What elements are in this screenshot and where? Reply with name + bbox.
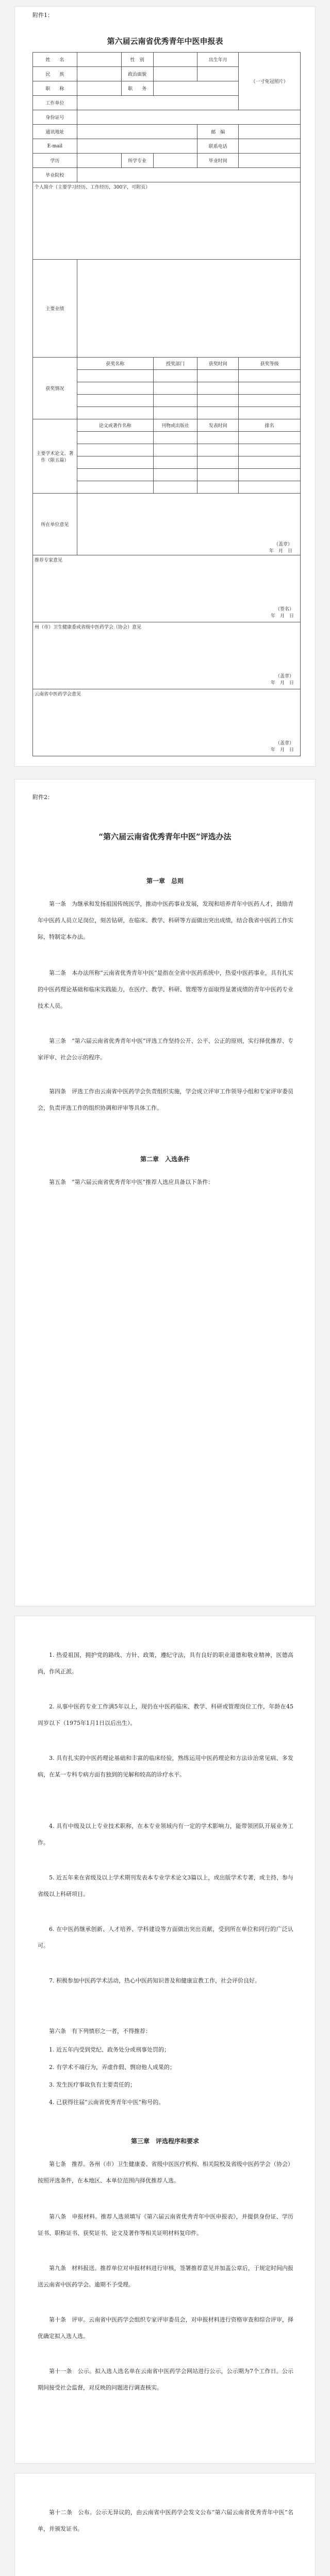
honors-head-level: 获奖等级: [239, 358, 301, 370]
papers-cell[interactable]: [77, 456, 153, 469]
honors-cell[interactable]: [239, 407, 301, 419]
birth-field[interactable]: [197, 67, 239, 81]
article-11: 第十一条 公示。拟入选人选名单在云南省中医药学会网站进行公示，公示期为7个工作日。公示期间接受社会监督，对反映的问题进行调查核实。: [38, 2368, 293, 2391]
province-opinion-box[interactable]: [33, 689, 301, 756]
rules-page-2: [14, 1616, 316, 2464]
papers-head-rank: 排名: [239, 419, 301, 432]
condition-item: 5. 近五年来在省级及以上学术期刊发表本专业学术论文3篇以上，或出版学术专著，或主持、参与省级以上科研项目。: [38, 1874, 293, 1897]
papers-cell[interactable]: [239, 481, 301, 494]
zip-field[interactable]: [239, 125, 301, 139]
papers-cell[interactable]: [153, 432, 197, 444]
papers-cell[interactable]: [239, 444, 301, 456]
papers-cell[interactable]: [153, 444, 197, 456]
papers-cell[interactable]: [197, 469, 239, 481]
papers-cell[interactable]: [239, 469, 301, 481]
article-6: 第六条 有下列情形之一者，不得推荐：: [49, 2028, 151, 2035]
papers-cell[interactable]: [153, 481, 197, 494]
condition-item: 4. 具有中级及以上专业技术职称，在本专业领域内有一定的学术影响力，能带领团队开展业务工作。: [38, 1823, 293, 1846]
assoc-opinion-box[interactable]: [33, 622, 301, 689]
honors-cell[interactable]: [239, 395, 301, 407]
papers-cell[interactable]: [197, 444, 239, 456]
papers-cell[interactable]: [153, 469, 197, 481]
papers-cell[interactable]: [197, 432, 239, 444]
papers-cell[interactable]: [197, 456, 239, 469]
article-5: 第五条 “第六届云南省优秀青年中医”推荐人选应具备以下条件：: [49, 1179, 214, 1185]
condition-item: 2. 从事中医药专业工作满5年以上，现仍在中医药临床、教学、科研或管理岗位工作，年龄在45周岁以下（1975年1月1日以后出生）。: [38, 1703, 293, 1726]
application-form-table: [32, 52, 301, 756]
attachment-2-label: 附件2：: [32, 794, 53, 801]
honors-cell[interactable]: [77, 407, 153, 419]
application-form-page: [14, 6, 316, 767]
unit-opinion-field[interactable]: [77, 494, 300, 555]
ethnicity-field[interactable]: [77, 67, 121, 81]
expert-sign: （签名）: [275, 607, 294, 612]
email-label: E-mail: [33, 139, 77, 154]
papers-label: 主要学术论文、著作（限五篇）: [33, 419, 77, 494]
birth-label: 出生年月: [197, 53, 239, 67]
photo-box: （一寸免冠照片）: [239, 53, 301, 110]
assoc-stamp: （盖章）: [275, 674, 294, 679]
graduated-label: 毕业时间: [197, 154, 239, 168]
form-title: 第六届云南省优秀青年中医申报表: [107, 37, 223, 46]
honors-cell[interactable]: [153, 395, 197, 407]
rules-page-3: [14, 2473, 316, 2576]
intro-label: 个人简介（主要学习经历、工作经历，300字，可附页）: [35, 185, 151, 190]
expert-opinion-box[interactable]: [33, 555, 301, 622]
gender-label: 性 别: [121, 53, 153, 67]
attachment-1-label: 附件1：: [32, 12, 53, 19]
address-field[interactable]: [77, 125, 197, 139]
expert-opinion-label: 推荐专家意见: [35, 558, 63, 563]
papers-head-title: 论文或著作名称: [77, 419, 153, 432]
exclusion-item: 3. 发生医疗事故负有主要责任的；: [49, 2081, 136, 2088]
unit-opinion-label: 所在单位意见: [33, 494, 77, 555]
education-label: 学历: [33, 154, 77, 168]
article-10: 第十条 评审。云南省中医药学会组织专家评审委员会，对申报材料进行资格审查和综合评审，择优确定拟入选人选。: [38, 2316, 293, 2340]
condition-item: 6. 在中医药继承创新、人才培养、学科建设等方面做出突出贡献，受到所在单位和同行的广泛认可。: [38, 1926, 293, 1949]
party-label: 政治面貌: [121, 67, 153, 81]
zip-label: 邮 编: [197, 125, 239, 139]
honors-head-time: 获奖时间: [197, 358, 239, 370]
article-2: 第二条 本办法所称“云南省优秀青年中医”是指在全省中医药系统中，热爱中医药事业，具有扎实的中医药理论基础和临床实践能力，在医疗、教学、科研、管理等方面取得显著成绩的青年中医药专业技术人员。: [38, 970, 293, 1009]
intro-box[interactable]: [33, 182, 301, 260]
expert-date: 年 月 日: [270, 614, 294, 619]
papers-cell[interactable]: [153, 456, 197, 469]
assoc-date: 年 月 日: [270, 681, 294, 686]
position-label: 职 务: [121, 81, 153, 96]
education-field[interactable]: [77, 154, 121, 168]
article-9: 第九条 材料报送。推荐单位对申报材料进行审核，签署推荐意见并加盖公章后，于规定时间内报送云南省中医药学会。逾期不予受理。: [38, 2265, 293, 2288]
position-field[interactable]: [153, 81, 239, 96]
unit-date: 年 月 日: [269, 549, 292, 554]
id-number-field[interactable]: [77, 110, 300, 125]
province-opinion-label: 云南省中医药学会意见: [35, 692, 81, 697]
article-12: 第十二条 公布。公示无异议的，由云南省中医药学会发文公布“第六届云南省优秀青年中医”名单，并颁发证书。: [38, 2509, 293, 2532]
major-label: 所学专业: [121, 154, 153, 168]
honors-cell[interactable]: [77, 370, 153, 382]
papers-head-time: 发表时间: [197, 419, 239, 432]
workplace-field[interactable]: [77, 96, 238, 110]
name-label: 姓 名: [33, 53, 77, 67]
school-field[interactable]: [77, 168, 300, 182]
province-date: 年 月 日: [270, 748, 294, 753]
professional-title-label: 职 称: [33, 81, 77, 96]
honors-cell[interactable]: [239, 382, 301, 395]
papers-cell[interactable]: [77, 469, 153, 481]
honors-label: 获奖情况: [33, 358, 77, 419]
article-4: 第四条 评选工作由云南省中医药学会负责组织实施，学会成立评审工作领导小组和专家评审委员会，负责评选工作的组织协调和评审等具体工作。: [38, 1088, 293, 1111]
honors-cell[interactable]: [239, 370, 301, 382]
article-7: 第七条 推荐。各州（市）卫生健康委、省级中医医疗机构、相关院校及省级中医药学会（协会）按照评选条件，在本地区、本单位范围内择优推荐人选。: [38, 2161, 293, 2184]
papers-cell[interactable]: [239, 432, 301, 444]
id-number-label: 身份证号: [33, 110, 77, 125]
papers-cell[interactable]: [77, 444, 153, 456]
chapter-1-heading: 第一章 总则: [146, 877, 184, 885]
papers-head-journal: 刊物或出版社: [153, 419, 197, 432]
condition-item: 3. 具有扎实的中医药理论基础和丰富的临床经验，熟练运用中医药理论和方法诊治常见病、多发病，在某一专科专病方面有独到的见解和较高的诊疗水平。: [38, 1755, 293, 1778]
honors-head-dept: 授奖部门: [153, 358, 197, 370]
honors-cell[interactable]: [197, 382, 239, 395]
papers-cell[interactable]: [197, 481, 239, 494]
career-field[interactable]: [77, 260, 300, 358]
article-1: 第一条 为继承和发扬祖国传统医学，推动中医药事业发展，发现和培养青年中医药人才，鼓励青年中医药人员立足岗位，刻苦钻研，在临床、教学、科研等方面做出突出成绩，结合我省中医药工作实际，特制定本办法。: [38, 901, 293, 940]
exclusion-item: 2. 有学术不端行为，弄虚作假、剽窃他人成果的；: [49, 2064, 175, 2071]
papers-cell[interactable]: [239, 456, 301, 469]
honors-cell[interactable]: [153, 370, 197, 382]
phone-field[interactable]: [239, 139, 301, 154]
party-field[interactable]: [153, 67, 197, 81]
article-3: 第三条 “第六届云南省优秀青年中医”评选工作坚持公开、公平、公正的原则，实行择优推荐、专家评审、社会公示的程序。: [38, 1038, 293, 1061]
honors-cell[interactable]: [153, 382, 197, 395]
graduated-field[interactable]: [239, 154, 301, 168]
honors-cell[interactable]: [197, 407, 239, 419]
honors-cell[interactable]: [197, 395, 239, 407]
province-stamp: （盖章）: [275, 741, 294, 746]
email-field[interactable]: [77, 139, 197, 154]
honors-cell[interactable]: [77, 395, 153, 407]
major-field[interactable]: [153, 154, 197, 168]
ethnicity-label: 民 族: [33, 67, 77, 81]
assoc-opinion-label: 州（市）卫生健康委或省级中医药学会（协会）意见: [35, 625, 142, 630]
rules-page-1: [14, 779, 316, 1606]
honors-head-name: 获奖名称: [77, 358, 153, 370]
unit-stamp: （盖章）: [273, 542, 292, 547]
professional-title-field[interactable]: [77, 81, 121, 96]
workplace-label: 工作单位: [33, 96, 77, 110]
name-field[interactable]: [77, 53, 121, 67]
honors-cell[interactable]: [153, 407, 197, 419]
phone-label: 联系电话: [197, 139, 239, 154]
career-label: 主要业绩: [33, 260, 77, 358]
gender-field[interactable]: [153, 53, 197, 67]
honors-cell[interactable]: [197, 370, 239, 382]
chapter-3-heading: 第三章 评选程序和要求: [130, 2138, 199, 2145]
papers-cell[interactable]: [77, 432, 153, 444]
school-label: 毕业院校: [33, 168, 77, 182]
rules-title: “第六届云南省优秀青年中医”评选办法: [98, 832, 232, 841]
condition-item: 1. 热爱祖国，拥护党的路线、方针、政策，遵纪守法，具有良好的职业道德和敬业精神，医德高尚，作风正派。: [38, 1652, 293, 1675]
article-8: 第八条 申报材料。推荐人选须填写《第六届云南省优秀青年中医申报表》，并提供身份证、学历证书、职称证书、获奖证书、论文及著作等相关证明材料复印件。: [38, 2213, 293, 2236]
papers-cell[interactable]: [77, 481, 153, 494]
honors-cell[interactable]: [77, 382, 153, 395]
exclusion-item: 1. 近五年内受到党纪、政务处分或刑事处罚的；: [49, 2046, 170, 2053]
chapter-2-heading: 第二章 入选条件: [140, 1156, 190, 1163]
exclusion-item: 4. 已获得往届“云南省优秀青年中医”称号的。: [49, 2099, 164, 2106]
address-label: 通讯地址: [33, 125, 77, 139]
condition-item: 7. 积极参加中医药学术活动，热心中医药知识普及和健康宣教工作，社会评价良好。: [49, 1977, 260, 1984]
